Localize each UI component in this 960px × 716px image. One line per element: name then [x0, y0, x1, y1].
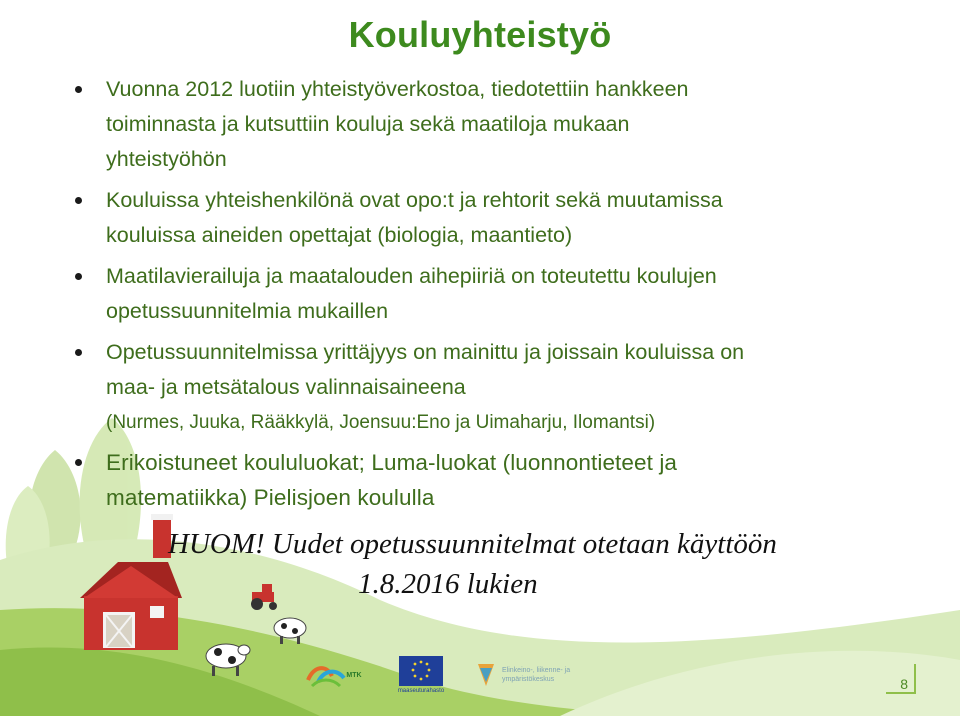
- list-item: [72, 183, 922, 253]
- bullet-list: [72, 72, 922, 515]
- list-item: [72, 72, 922, 177]
- bullet-text: Kouluissa yhteishenkilönä ovat opo:t ja rehtorit sekä muutamissa: [106, 188, 723, 212]
- ely-logo: [474, 653, 594, 697]
- page-number: 8: [900, 676, 908, 692]
- bullet-text: opetussuunnitelmia mukaillen: [106, 299, 389, 323]
- notice-line: HUOM! Uudet opetussuunnitelmat otetaan käyttöön: [168, 528, 777, 560]
- bullet-text: Opetussuunnitelmissa yrittäjyys on mainittu ja joissain kouluissa on: [106, 340, 745, 364]
- bullet-icon: [75, 349, 82, 356]
- bullet-text: Erikoistuneet koululuokat; Luma-luokat (luonnontieteet ja: [106, 450, 678, 475]
- bullet-text: kouluissa aineiden opettajat (biologia, maantieto): [106, 223, 573, 247]
- ely-line: Elinkeino-, liikenne- ja: [502, 667, 571, 674]
- bullet-text: matematiikka) Pielisjoen koululla: [106, 485, 435, 510]
- slide-title: [0, 14, 960, 56]
- bullet-icon: [75, 86, 82, 93]
- list-item: [72, 445, 922, 515]
- mtk-logo: [300, 653, 368, 697]
- eu-flag-icon: [399, 656, 443, 686]
- eu-logo: [386, 653, 456, 697]
- ely-label: [502, 666, 570, 684]
- eu-caption: maaseuturahasto: [397, 688, 445, 694]
- slide-title-text: Kouluyhteistyö: [348, 14, 612, 55]
- bullet-icon: [75, 197, 82, 204]
- bullet-text: Maatilavierailuja ja maatalouden aihepiiriä on toteutettu koulujen: [106, 264, 717, 288]
- mtk-logo-icon: [306, 660, 346, 690]
- bullet-icon: [75, 273, 82, 280]
- logo-row: [300, 652, 594, 698]
- bullet-text: maa- ja metsätalous valinnaisaineena: [106, 375, 466, 399]
- bullet-text: Vuonna 2012 luotiin yhteistyöverkostoa, tiedotettiin hankkeen: [106, 77, 689, 101]
- bullet-text: toiminnasta ja kutsuttiin kouluja sekä maatiloja mukaan: [106, 112, 630, 136]
- bullet-icon: [75, 459, 82, 466]
- ely-line: ympäristökeskus: [502, 676, 555, 683]
- bullet-text: yhteistyöhön: [106, 147, 227, 171]
- list-item: [72, 335, 922, 439]
- bullet-subtext: (Nurmes, Juuka, Rääkkylä, Joensuu:Eno ja Uimaharju, Ilomantsi): [106, 412, 656, 433]
- list-item: [72, 259, 922, 329]
- mtk-label: MTK: [346, 671, 362, 679]
- notice-text: [164, 524, 864, 604]
- ely-logo-icon: [474, 660, 498, 690]
- notice-line: 1.8.2016 lukien: [358, 568, 538, 600]
